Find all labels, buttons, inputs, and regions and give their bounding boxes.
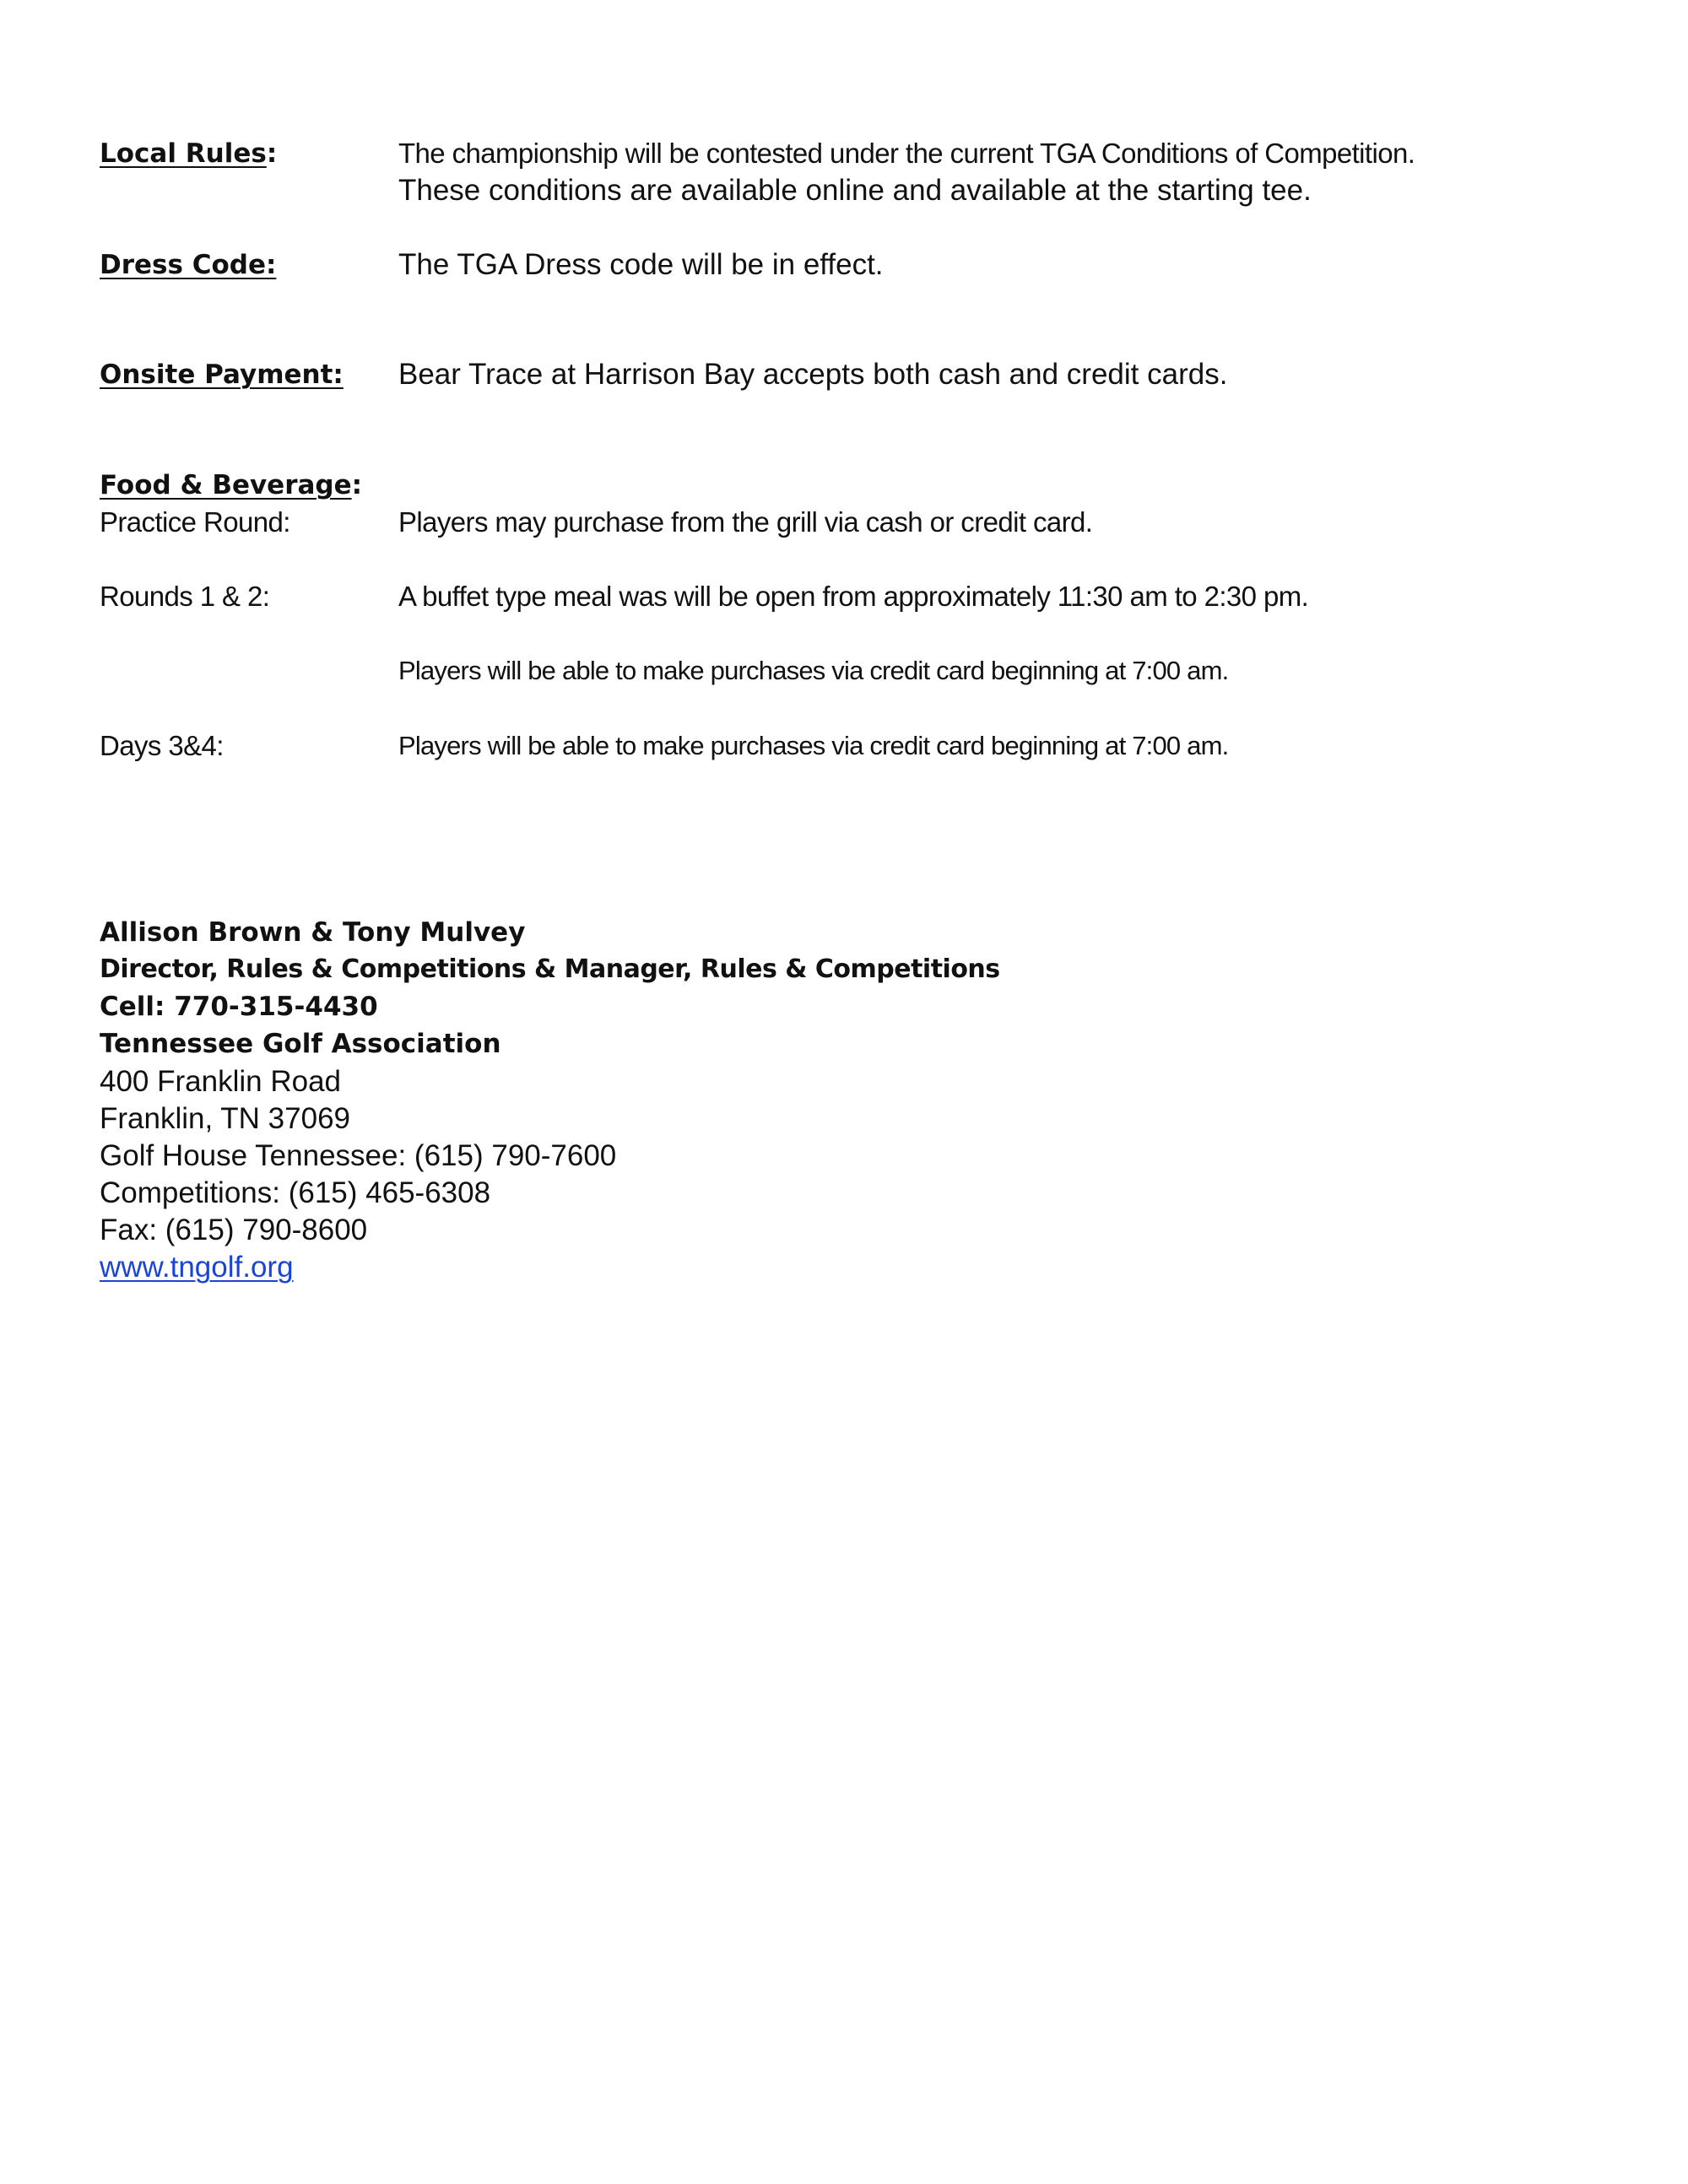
contact-fax: Fax: (615) 790-8600 [100,1214,368,1246]
local-rules-line-2: These conditions are available online and available at the starting tee. [398,174,1312,207]
local-rules-label-text: Local Rules [100,138,267,169]
onsite-payment-label-text: Onsite Payment: [100,359,344,390]
contact-cell: Cell: 770-315-4430 [100,992,378,1022]
food-beverage-heading [100,467,362,504]
rounds-1-2-text-2: Players will be able to make purchases via credit card beginning at 7:00 am. [398,656,1229,685]
onsite-payment-label [100,356,344,393]
contact-names: Allison Brown & Tony Mulvey [100,917,526,948]
days-3-4-text: Players will be able to make purchases via credit card beginning at 7:00 am. [398,731,1229,760]
contact-golf-house-phone: Golf House Tennessee: (615) 790-7600 [100,1139,617,1172]
dress-code-text: The TGA Dress code will be in effect. [398,248,884,281]
contact-organization: Tennessee Golf Association [100,1029,501,1059]
rounds-1-2-label: Rounds 1 & 2: [100,581,270,612]
rounds-1-2-text-1: A buffet type meal was will be open from approximately 11:30 am to 2:30 pm. [398,581,1309,612]
contact-address-1: 400 Franklin Road [100,1065,341,1098]
local-rules-label-colon: : [266,138,278,169]
food-beverage-heading-colon: : [351,470,363,500]
food-beverage-heading-text: Food & Beverage [100,470,352,500]
days-3-4-label: Days 3&4: [100,730,224,761]
website-link[interactable]: www.tngolf.org [100,1251,294,1284]
onsite-payment-text: Bear Trace at Harrison Bay accepts both cash and credit cards. [398,358,1228,391]
dress-code-label [100,246,276,284]
practice-round-label: Practice Round: [100,506,290,538]
local-rules-line-1: The championship will be contested under the current TGA Conditions of Competition. [398,138,1415,169]
local-rules-label [100,135,277,172]
dress-code-label-text: Dress Code: [100,250,277,280]
contact-website-line [100,1249,294,1286]
practice-round-text: Players may purchase from the grill via cash or credit card. [398,506,1093,538]
contact-titles: Director, Rules & Competitions & Manager, Rules & Competitions [100,954,1000,984]
contact-competitions-phone: Competitions: (615) 465-6308 [100,1176,491,1209]
contact-address-2: Franklin, TN 37069 [100,1102,351,1135]
